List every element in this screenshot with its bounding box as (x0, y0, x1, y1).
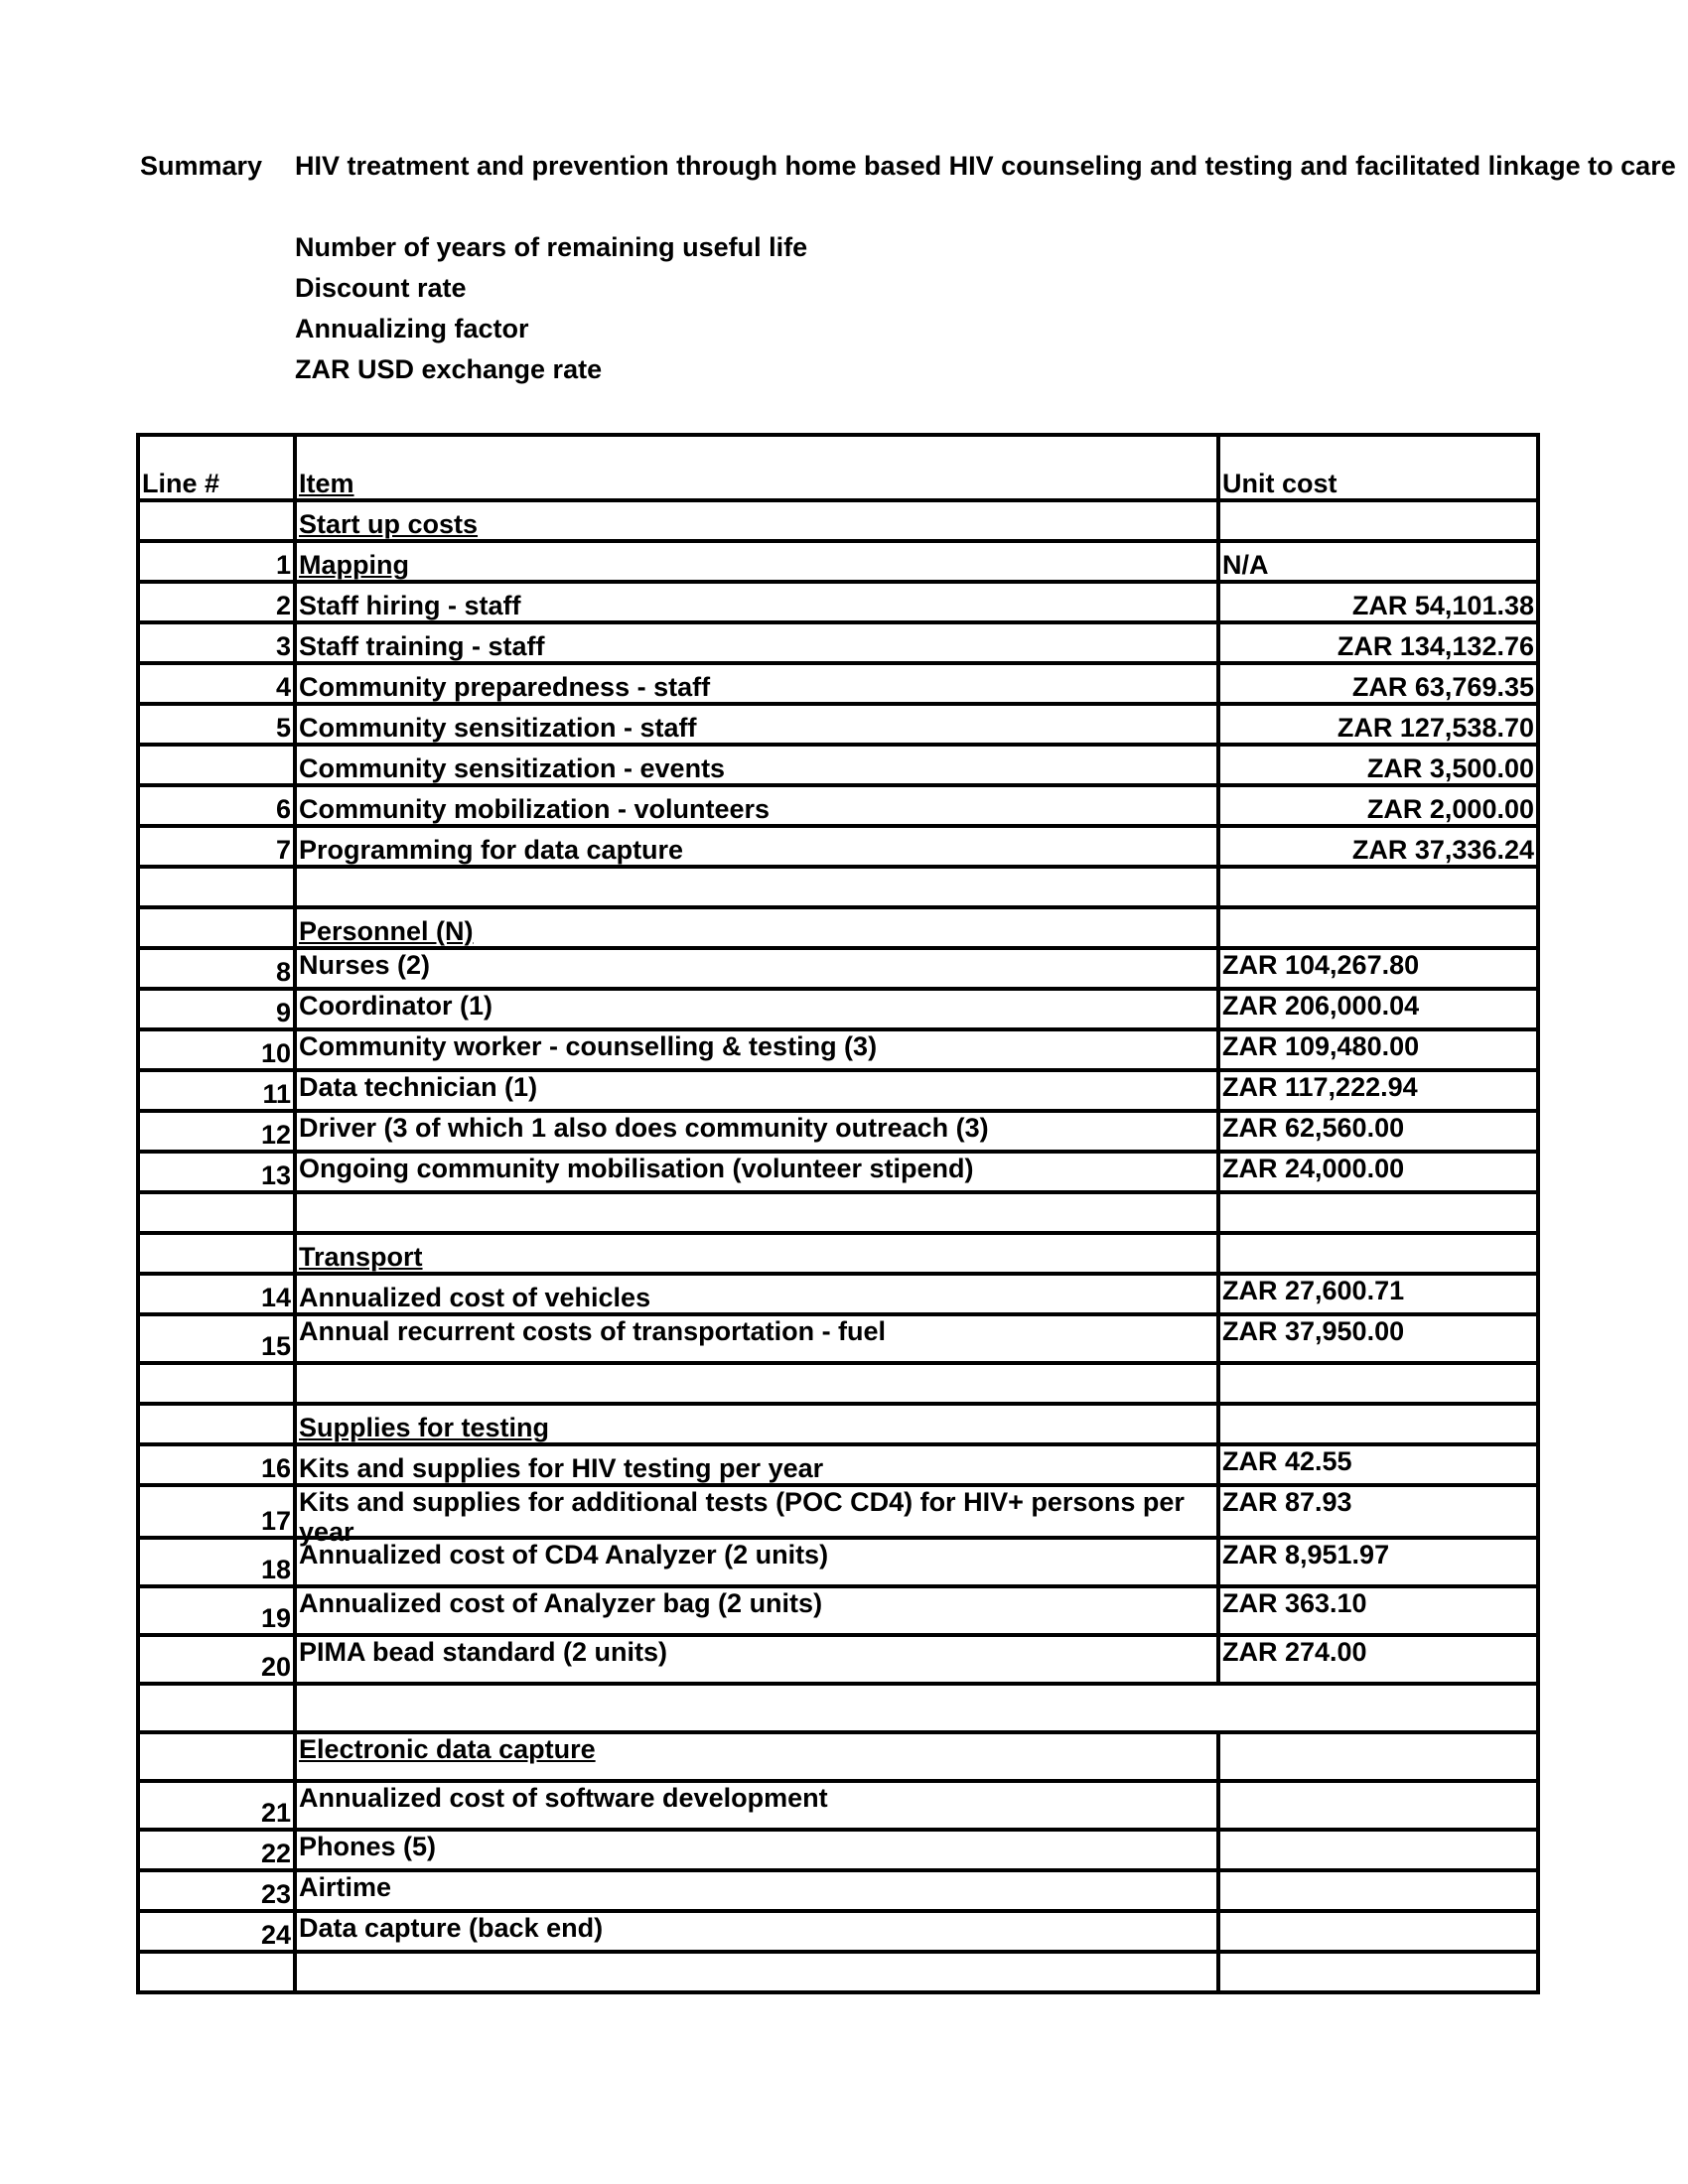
section-row-edc (138, 1732, 1538, 1781)
unit-cost: ZAR 42.55 (1218, 1444, 1538, 1485)
line-number: 18 (138, 1538, 295, 1586)
unit-cost: ZAR 274.00 (1218, 1635, 1538, 1684)
table-row (138, 663, 1538, 704)
unit-cost: ZAR 109,480.00 (1218, 1029, 1538, 1070)
line-number: 5 (138, 704, 295, 745)
unit-cost: ZAR 2,000.00 (1218, 785, 1538, 826)
unit-cost (1218, 1911, 1538, 1952)
item-name: Coordinator (1) (295, 989, 1218, 1029)
line-number: 13 (138, 1152, 295, 1192)
line-number: 22 (138, 1830, 295, 1870)
table-row (138, 826, 1538, 867)
item-name: Community worker - counselling & testing (3) (295, 1029, 1218, 1070)
unit-cost: ZAR 8,951.97 (1218, 1538, 1538, 1586)
line-number: 14 (138, 1274, 295, 1314)
item-name: Data technician (1) (295, 1070, 1218, 1111)
table-row (138, 1444, 1538, 1485)
table-row (138, 989, 1538, 1029)
table-row (138, 1111, 1538, 1152)
item-name: Driver (3 of which 1 also does community outreach (3) (295, 1111, 1218, 1152)
section-row-startup (138, 500, 1538, 541)
item-name: Staff training - staff (295, 622, 1218, 663)
item-name: Phones (5) (295, 1830, 1218, 1870)
line-number: 7 (138, 826, 295, 867)
item-name: Mapping (295, 541, 1218, 582)
unit-cost: ZAR 87.93 (1218, 1485, 1538, 1538)
section-row-transport (138, 1233, 1538, 1274)
unit-cost: ZAR 37,336.24 (1218, 826, 1538, 867)
section-row-personnel (138, 907, 1538, 948)
item-name-text: Kits and supplies for additional tests (POC CD4) for HIV+ persons per year (299, 1487, 1185, 1547)
unit-cost: ZAR 54,101.38 (1218, 582, 1538, 622)
unit-cost: ZAR 37,950.00 (1218, 1314, 1538, 1363)
line-number (138, 745, 295, 785)
spacer-row (138, 1952, 1538, 1992)
table-row (138, 948, 1538, 989)
item-name: Community sensitization - events (295, 745, 1218, 785)
table-row (138, 704, 1538, 745)
item-name: Annualized cost of software development (295, 1781, 1218, 1830)
line-number: 1 (138, 541, 295, 582)
table-row (138, 622, 1538, 663)
spacer-row (138, 1684, 1538, 1732)
item-name: Annualized cost of vehicles (295, 1274, 1218, 1314)
param-annualizing-factor: Annualizing factor (295, 314, 529, 343)
table-row (138, 1070, 1538, 1111)
line-number: 17 (138, 1485, 295, 1538)
table-row (138, 1911, 1538, 1952)
section-row-supplies (138, 1404, 1538, 1444)
unit-cost: ZAR 62,560.00 (1218, 1111, 1538, 1152)
line-number: 16 (138, 1444, 295, 1485)
unit-cost: ZAR 104,267.80 (1218, 948, 1538, 989)
line-number: 19 (138, 1586, 295, 1635)
unit-cost (1218, 1781, 1538, 1830)
summary-label: Summary (140, 151, 263, 181)
table-row (138, 1152, 1538, 1192)
table-row (138, 1029, 1538, 1070)
item-name: Nurses (2) (295, 948, 1218, 989)
line-number: 20 (138, 1635, 295, 1684)
header-line: Line # (138, 435, 295, 500)
section-title: Supplies for testing (295, 1404, 1218, 1444)
table-row (138, 1485, 1538, 1538)
param-discount-rate: Discount rate (295, 273, 467, 303)
table-row (138, 1830, 1538, 1870)
line-number: 23 (138, 1870, 295, 1911)
unit-cost: ZAR 206,000.04 (1218, 989, 1538, 1029)
item-name: Airtime (295, 1870, 1218, 1911)
section-title: Electronic data capture (295, 1732, 1218, 1781)
line-number: 8 (138, 948, 295, 989)
line-number: 24 (138, 1911, 295, 1952)
table-row (138, 745, 1538, 785)
line-number: 3 (138, 622, 295, 663)
header-item: Item (295, 435, 1218, 500)
header-unit-cost: Unit cost (1218, 435, 1538, 500)
item-name: Community sensitization - staff (295, 704, 1218, 745)
line-number: 2 (138, 582, 295, 622)
section-title: Start up costs (295, 500, 1218, 541)
item-name: PIMA bead standard (2 units) (295, 1635, 1218, 1684)
table-row (138, 541, 1538, 582)
item-name: Staff hiring - staff (295, 582, 1218, 622)
unit-cost (1218, 1870, 1538, 1911)
line-number: 10 (138, 1029, 295, 1070)
line-number: 9 (138, 989, 295, 1029)
spacer-row (138, 1363, 1538, 1404)
line-number: 21 (138, 1781, 295, 1830)
line-number: 11 (138, 1070, 295, 1111)
item-name: Annualized cost of Analyzer bag (2 units) (295, 1586, 1218, 1635)
item-name: Annual recurrent costs of transportation - fuel (295, 1314, 1218, 1363)
item-name: Community preparedness - staff (295, 663, 1218, 704)
param-useful-life: Number of years of remaining useful life (295, 232, 808, 262)
table-row (138, 1870, 1538, 1911)
item-name: Community mobilization - volunteers (295, 785, 1218, 826)
unit-cost: ZAR 3,500.00 (1218, 745, 1538, 785)
table-header-row (138, 435, 1538, 500)
table-row (138, 1586, 1538, 1635)
table-row (138, 1314, 1538, 1363)
unit-cost: ZAR 363.10 (1218, 1586, 1538, 1635)
unit-cost: ZAR 127,538.70 (1218, 704, 1538, 745)
item-name (295, 1485, 1218, 1547)
unit-cost: ZAR 24,000.00 (1218, 1152, 1538, 1192)
spacer-row (138, 1192, 1538, 1233)
unit-cost: ZAR 134,132.76 (1218, 622, 1538, 663)
unit-cost: ZAR 117,222.94 (1218, 1070, 1538, 1111)
summary-title: HIV treatment and prevention through home based HIV counseling and testing and facilitated linkage to care (295, 151, 1676, 181)
table-row (138, 785, 1538, 826)
item-name: Ongoing community mobilisation (volunteer stipend) (295, 1152, 1218, 1192)
line-number: 12 (138, 1111, 295, 1152)
unit-cost: N/A (1218, 541, 1538, 582)
unit-cost (1218, 1830, 1538, 1870)
item-name: Annualized cost of CD4 Analyzer (2 units) (295, 1538, 1218, 1586)
line-number: 15 (138, 1314, 295, 1363)
cost-table (136, 433, 1534, 1994)
item-name: Programming for data capture (295, 826, 1218, 867)
table-row (138, 1538, 1538, 1586)
table-row (138, 1635, 1538, 1684)
section-title: Transport (295, 1233, 1218, 1274)
table-row (138, 1781, 1538, 1830)
section-title: Personnel (N) (295, 907, 1218, 948)
item-name: Kits and supplies for HIV testing per year (295, 1444, 1218, 1485)
line-number: 6 (138, 785, 295, 826)
table-row (138, 1274, 1538, 1314)
spacer-row (138, 867, 1538, 907)
line-number: 4 (138, 663, 295, 704)
unit-cost: ZAR 63,769.35 (1218, 663, 1538, 704)
param-exchange-rate: ZAR USD exchange rate (295, 354, 603, 384)
item-name: Data capture (back end) (295, 1911, 1218, 1952)
unit-cost: ZAR 27,600.71 (1218, 1274, 1538, 1314)
table-row (138, 582, 1538, 622)
